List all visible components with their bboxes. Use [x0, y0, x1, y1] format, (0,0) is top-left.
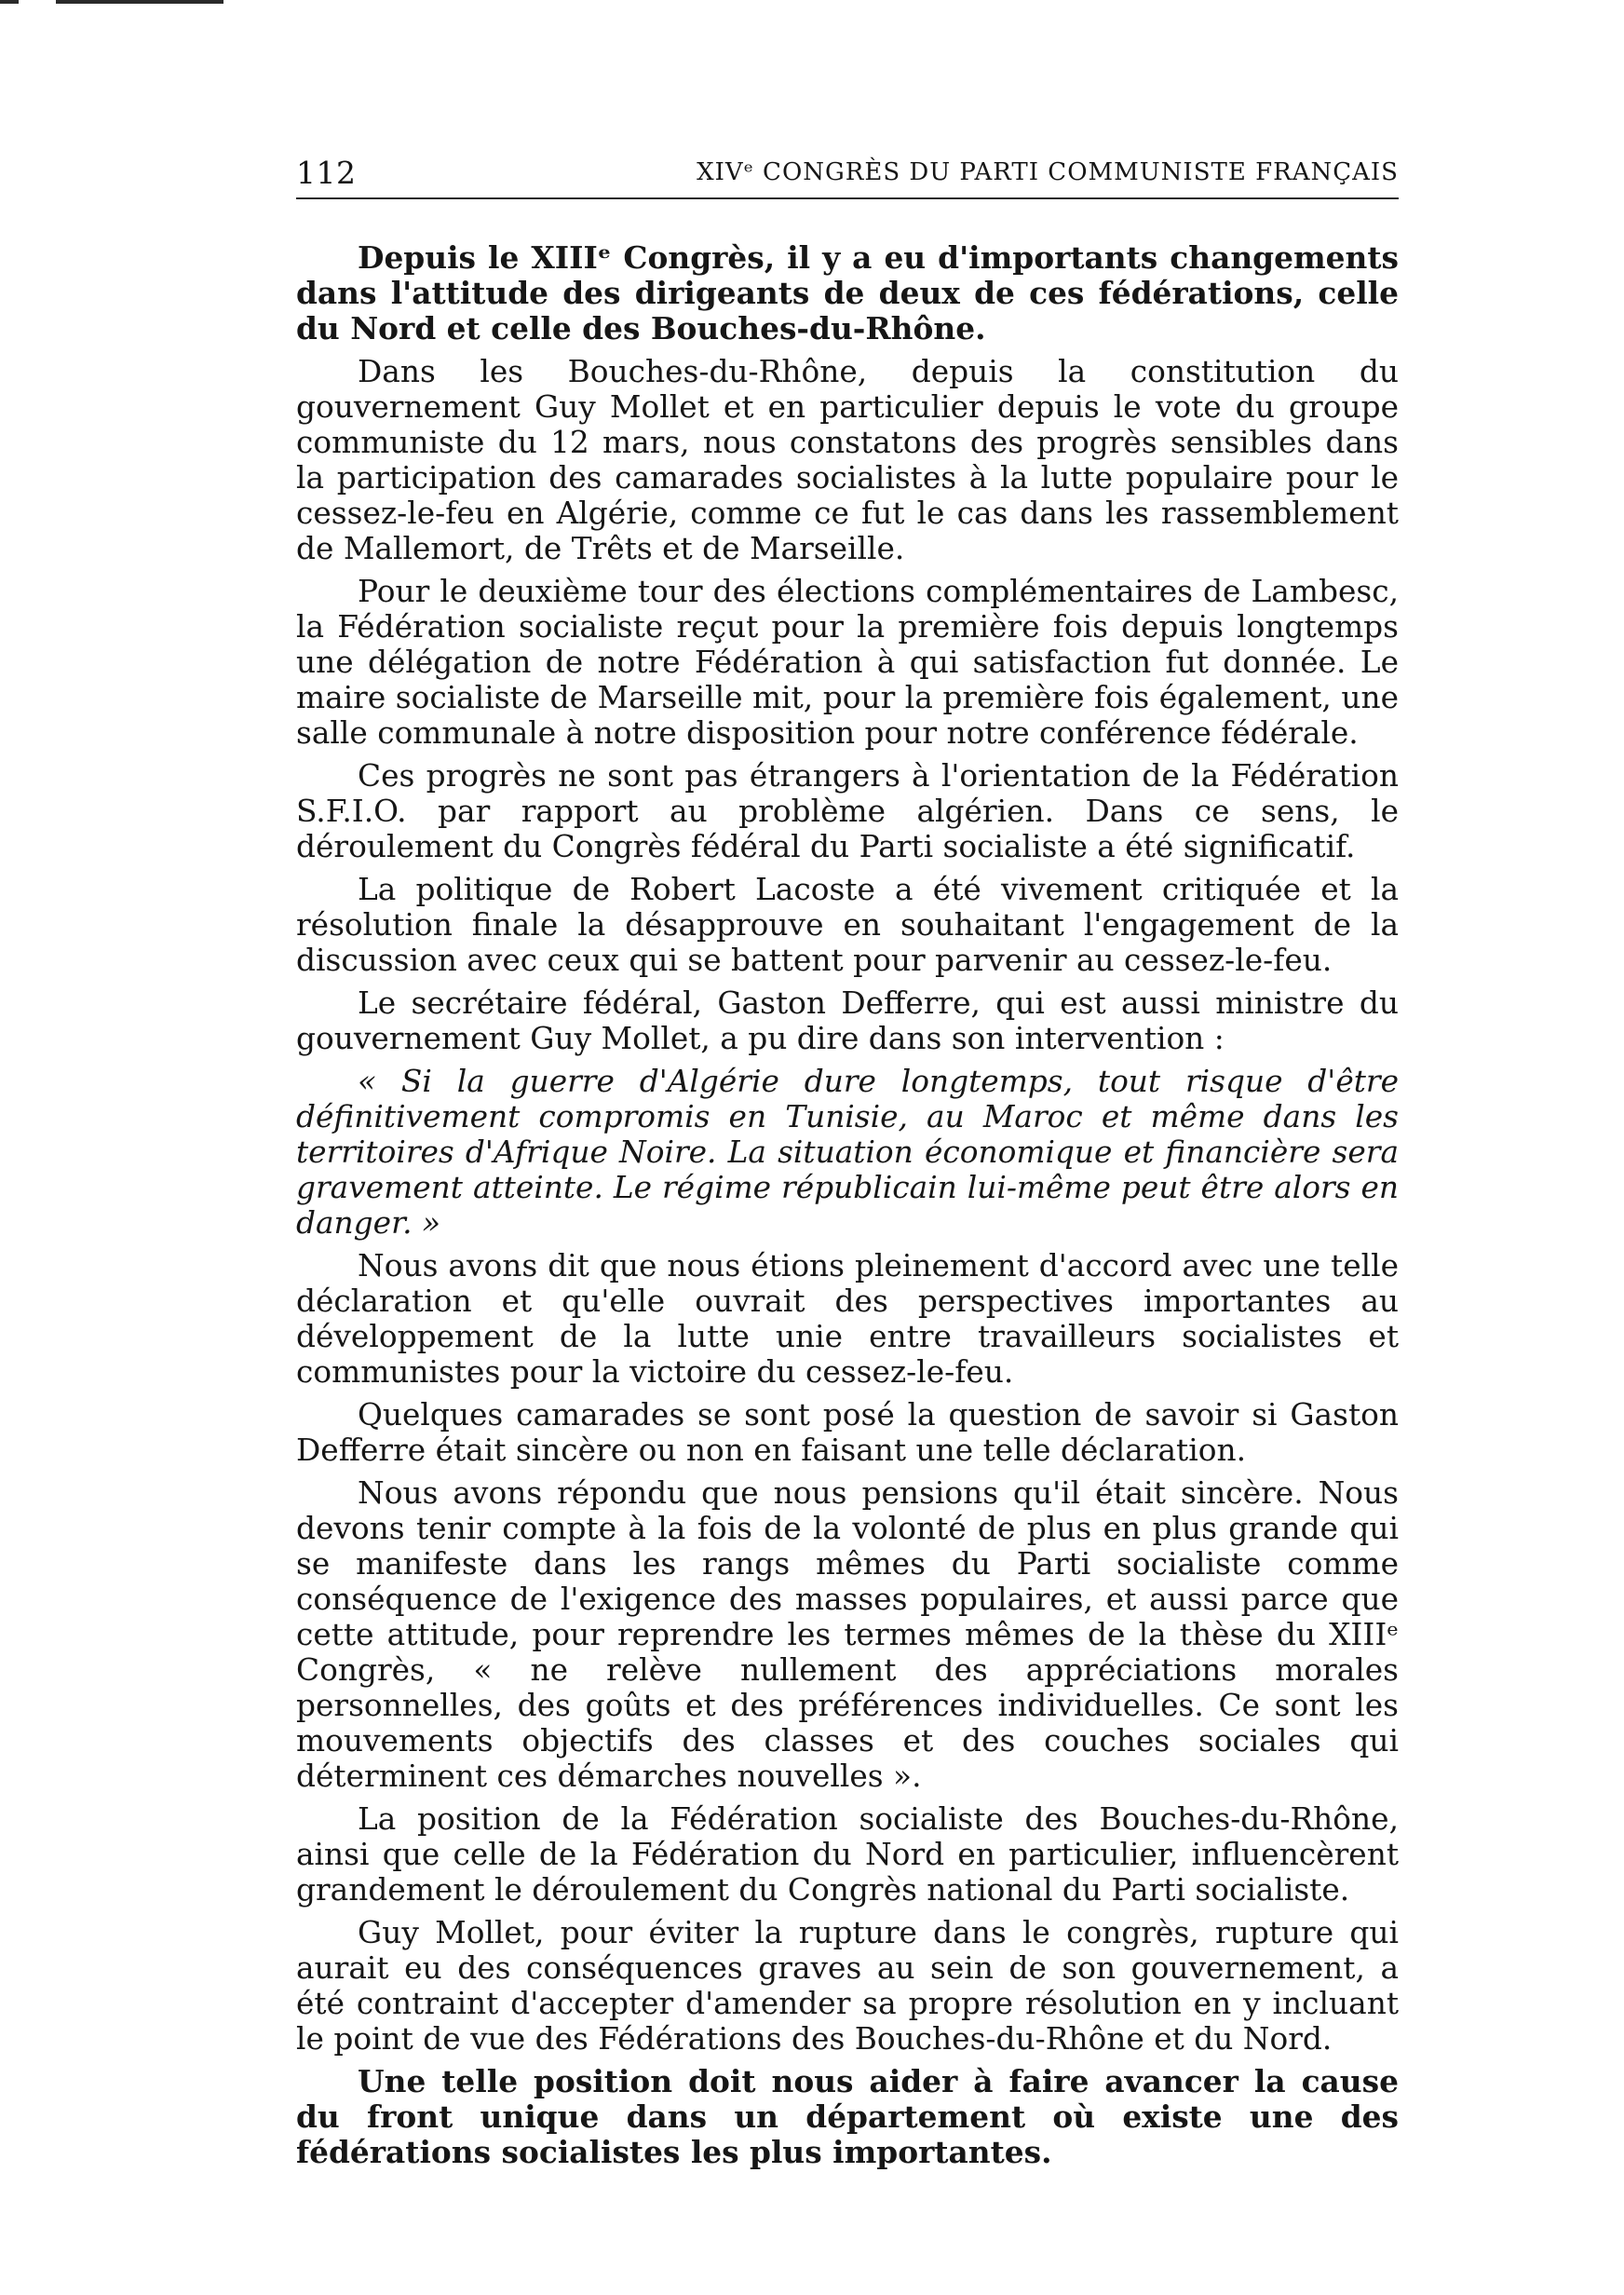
page-number: 112: [296, 155, 357, 191]
paragraph: Dans les Bouches-du-Rhône, depuis la constitution du gouvernement Guy Mollet et en particulier depuis le vote du groupe communiste du 12 mars, nous constatons des progrès sensibles dans la participation des camarades socialistes à la lutte populaire pour le cessez-le-feu en Algérie, comme ce fut le cas dans les rassemblement de Mallemort, de Trêts et de Marseille.: [296, 354, 1399, 566]
paragraph: Ces progrès ne sont pas étrangers à l'orientation de la Fédération S.F.I.O. par rapport au problème algérien. Dans ce sens, le déroulement du Congrès fédéral du Parti socialiste a été significatif.: [296, 758, 1399, 864]
paragraph: Pour le deuxième tour des élections complémentaires de Lambesc, la Fédération socialiste reçut pour la première fois depuis longtemps une délégation de notre Fédération à qui satisfaction fut donnée. Le maire socialiste de Marseille mit, pour la première fois également, une salle communale à notre disposition pour notre conférence fédérale.: [296, 574, 1399, 751]
paragraph: Guy Mollet, pour éviter la rupture dans le congrès, rupture qui aurait eu des conséquences graves au sein de son gouvernement, a été contraint d'accepter d'amender sa propre résolution en y incluant le point de vue des Fédérations des Bouches-du-Rhône et du Nord.: [296, 1915, 1399, 2057]
scan-edge-mark: [0, 0, 19, 4]
paragraph: Une telle position doit nous aider à faire avancer la cause du front unique dans un département où existe une des fédérations socialistes les plus importantes.: [296, 2063, 1399, 2170]
paragraph: Le secrétaire fédéral, Gaston Defferre, qui est aussi ministre du gouvernement Guy Mollet, a pu dire dans son intervention :: [296, 985, 1399, 1056]
paragraph: Quelques camarades se sont posé la question de savoir si Gaston Defferre était sincère ou non en faisant une telle déclaration.: [296, 1397, 1399, 1468]
running-title: XIVᵉ CONGRÈS DU PARTI COMMUNISTE FRANÇAIS: [697, 158, 1399, 186]
book-page: [296, 149, 1399, 2178]
paragraph: Nous avons dit que nous étions pleinement d'accord avec une telle déclaration et qu'elle ouvrait des perspectives importantes au développement de la lutte unie entre travailleurs socialistes et communistes pour la victoire du cessez-le-feu.: [296, 1248, 1399, 1390]
paragraph: La politique de Robert Lacoste a été vivement critiquée et la résolution finale la désapprouve en souhaitant l'engagement de la discussion avec ceux qui se battent pour parvenir au cessez-le-feu.: [296, 872, 1399, 978]
paragraph: Depuis le XIIIᵉ Congrès, il y a eu d'importants changements dans l'attitude des dirigeants de deux de ces fédérations, celle du Nord et celle des Bouches-du-Rhône.: [296, 239, 1399, 346]
paragraph: Nous avons répondu que nous pensions qu'il était sincère. Nous devons tenir compte à la fois de la volonté de plus en plus grande qui se manifeste dans les rangs mêmes du Parti socialiste comme conséquence de l'exigence des masses populaires, et aussi parce que cette attitude, pour reprendre les termes mêmes de la thèse du XIIIᵉ Congrès, « ne relève nullement des appréciations morales personnelles, des goûts et des préférences individuelles. Ce sont les mouvements objectifs des classes et des couches sociales qui déterminent ces démarches nouvelles ».: [296, 1475, 1399, 1794]
scan-edge-mark: [56, 0, 223, 4]
body-text: [296, 240, 1399, 2170]
paragraph: La position de la Fédération socialiste des Bouches-du-Rhône, ainsi que celle de la Fédération du Nord en particulier, influencèrent grandement le déroulement du Congrès national du Parti socialiste.: [296, 1801, 1399, 1908]
quotation: « Si la guerre d'Algérie dure longtemps, tout risque d'être définitivement compromis en Tunisie, au Maroc et même dans les territoires d'Afrique Noire. La situation économique et financière sera gravement atteinte. Le régime républicain lui-même peut être alors en danger. »: [296, 1064, 1399, 1241]
running-head: [296, 149, 1399, 199]
